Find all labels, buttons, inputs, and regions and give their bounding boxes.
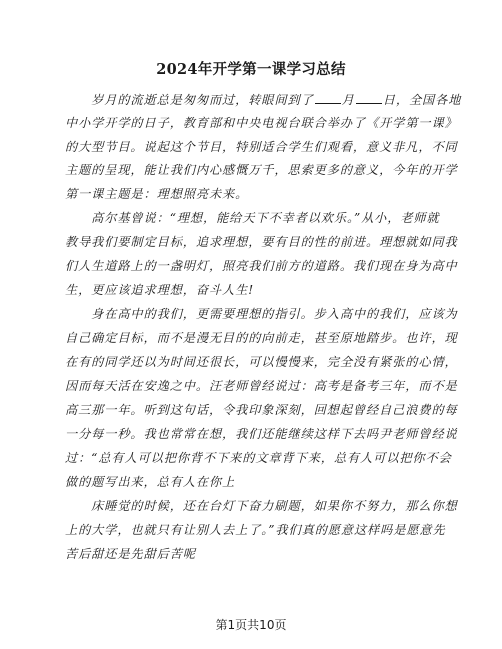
- text-segment: 月: [341, 93, 355, 107]
- paragraph-3-line-7: 过：“总有人可以把你背不下来的文章背下来，总有人可以把你不会: [65, 451, 452, 465]
- paragraph-1-line-1: [65, 92, 462, 108]
- paragraph-2-line-4: 生，更应该追求理想，奋斗人生!: [65, 283, 255, 297]
- paragraph-3-line-4: 因而每天活在安逸之中。汪老师曾经说过：高考是备考三年，而不是: [65, 379, 458, 393]
- paragraph-4-line-3: 苦后甜还是先甜后苦呢: [65, 547, 196, 561]
- paragraph-3-line-1: 身在高中的我们，更需要理想的指引。步入高中的我们，应该为: [65, 307, 458, 321]
- text-segment: 岁月的流逝总是匆匆而过，转眼间到了: [65, 93, 314, 107]
- blank-month: [315, 92, 341, 104]
- paragraph-2-line-2: 教导我们要制定目标，追求理想，要有目的性的前进。理想就如同我: [65, 235, 458, 249]
- paragraph-1-line-2: 中小学开学的日子，教育部和中央电视台联合举办了《开学第一课》: [65, 116, 458, 130]
- paragraph-3-line-3: 在有的同学还以为时间还很长，可以慢慢来，完全没有紧张的心情，: [65, 355, 458, 369]
- paragraph-1-line-5: 第一课主题是：理想照亮未来。: [65, 187, 249, 201]
- paragraph-3-line-6: 一分每一秒。我也常常在想，我们还能继续这样下去吗尹老师曾经说: [65, 427, 458, 441]
- text-segment: 日，全国各地: [382, 93, 462, 107]
- paragraph-4-line-2: 上的大学，也就只有让别人去上了。”我们真的愿意这样吗是愿意先: [65, 523, 446, 537]
- paragraph-3-line-8: 做的题写出来，总有人在你上: [65, 475, 236, 489]
- paragraph-1-line-4: 主题的呈现，能让我们内心感慨万千，思索更多的意义，今年的开学: [65, 163, 458, 177]
- paragraph-3-line-2: 自己确定目标，而不是漫无目的的向前走，甚至原地踏步。也许，现: [65, 331, 458, 345]
- page-number-footer: 第1页共10页: [215, 618, 287, 632]
- paragraph-2-line-3: 们人生道路上的一盏明灯，照亮我们前方的道路。我们现在身为高中: [65, 259, 458, 273]
- paragraph-1-line-3: 的大型节目。说起这个节目，特别适合学生们观看，意义非凡，不同: [65, 140, 458, 154]
- paragraph-2-line-1: 高尔基曾说：“理想，能给天下不幸者以欢乐。”从小，老师就: [65, 211, 440, 225]
- paragraph-3-line-5: 高三那一年。听到这句话，令我印象深刻，回想起曾经自己浪费的每: [65, 403, 458, 417]
- blank-day: [356, 92, 382, 104]
- document-title: 2024年开学第一课学习总结: [156, 61, 346, 78]
- paragraph-4-line-1: 床睡觉的时候，还在台灯下奋力刷题，如果你不努力，那么你想: [65, 499, 458, 513]
